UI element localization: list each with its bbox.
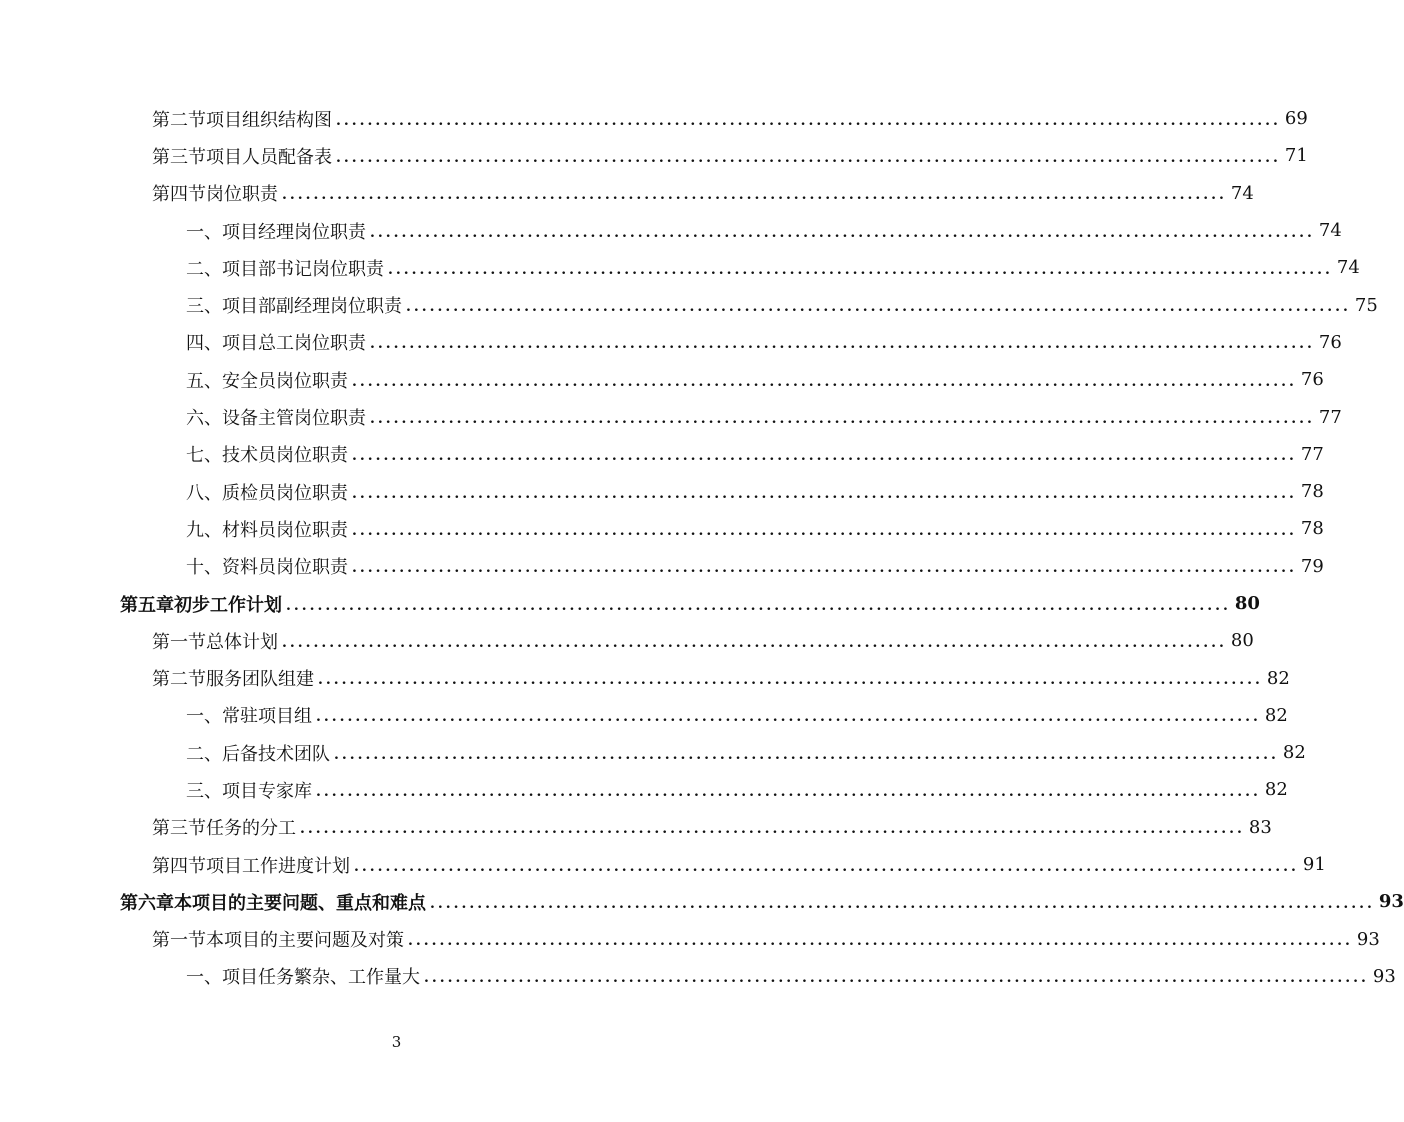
toc-entry-title: 本项目的主要问题及对策: [206, 930, 404, 952]
toc-section-entry[interactable]: [0, 100, 1308, 137]
toc-subsection-entry[interactable]: [0, 734, 1306, 771]
toc-entry-number: 第六章: [120, 892, 174, 914]
toc-subsection-entry[interactable]: [0, 212, 1342, 249]
toc-dot-leader: ........................................................................................................................: [424, 970, 1369, 987]
toc-page-number: 77: [1318, 406, 1342, 428]
toc-entry-title: 质检员岗位职责: [222, 482, 348, 504]
toc-entry-number: 第二节: [152, 669, 206, 691]
toc-dot-leader: ........................................................................................................................: [370, 411, 1315, 428]
toc-page-number: 79: [1300, 555, 1324, 577]
toc-dot-leader: ........................................................................................................................: [388, 261, 1333, 278]
toc-dot-leader: ........................................................................................................................: [406, 299, 1351, 316]
toc-subsection-entry[interactable]: [0, 473, 1324, 510]
toc-entry-title: 项目部书记岗位职责: [222, 258, 384, 280]
toc-page-number: 76: [1318, 331, 1342, 353]
toc-entry-number: 第五章: [120, 594, 174, 616]
toc-page-number: 78: [1300, 481, 1324, 503]
toc-page-number: 80: [1234, 593, 1260, 614]
toc-entry-title: 常驻项目组: [222, 706, 312, 728]
toc-page-number: 82: [1264, 704, 1288, 726]
toc-entry-title: 后备技术团队: [222, 743, 330, 765]
toc-subsection-entry[interactable]: [0, 249, 1360, 286]
toc-chapter-entry[interactable]: [0, 883, 1404, 920]
toc-page-number: 75: [1354, 294, 1378, 316]
toc-entry-title: 项目部副经理岗位职责: [222, 296, 402, 318]
toc-entry-title: 项目专家库: [222, 780, 312, 802]
toc-entry-title: 项目工作进度计划: [206, 855, 350, 877]
toc-page-number: 80: [1230, 630, 1254, 652]
toc-entry-title: 项目经理岗位职责: [222, 221, 366, 243]
toc-dot-leader: ........................................................................................................................: [430, 895, 1375, 912]
toc-entry-title: 设备主管岗位职责: [222, 408, 366, 430]
toc-page-number: 93: [1372, 965, 1396, 987]
toc-entry-title: 项目组织结构图: [206, 109, 332, 131]
toc-page-number: 93: [1356, 928, 1380, 950]
toc-entry-number: 六、: [186, 408, 222, 430]
toc-page-number: 93: [1378, 891, 1404, 913]
toc-section-entry[interactable]: [0, 137, 1308, 174]
toc-subsection-entry[interactable]: [0, 398, 1342, 435]
toc-entry-number: 第三节: [152, 146, 206, 168]
toc-chapter-entry[interactable]: [0, 585, 1260, 622]
toc-entry-title: 技术员岗位职责: [222, 445, 348, 467]
toc-entry-number: 第一节: [152, 631, 206, 653]
toc-entry-number: 一、: [186, 967, 222, 989]
toc-section-entry[interactable]: [0, 809, 1272, 846]
toc-subsection-entry[interactable]: [0, 510, 1324, 547]
toc-entry-number: 三、: [186, 780, 222, 802]
toc-entry-title: 项目总工岗位职责: [222, 333, 366, 355]
toc-dot-leader: ........................................................................................................................: [300, 821, 1245, 838]
toc-entry-number: 五、: [186, 370, 222, 392]
toc-dot-leader: ........................................................................................................................: [352, 560, 1297, 577]
toc-entry-number: 一、: [186, 221, 222, 243]
toc-page-number: 91: [1302, 854, 1326, 876]
toc-subsection-entry[interactable]: [0, 697, 1288, 734]
toc-entry-number: 第三节: [152, 818, 206, 840]
toc-subsection-entry[interactable]: [0, 324, 1342, 361]
toc-entry-number: 第二节: [152, 109, 206, 131]
toc-page-number: 82: [1282, 742, 1306, 764]
toc-dot-leader: ........................................................................................................................: [352, 485, 1297, 502]
toc-section-entry[interactable]: [0, 846, 1326, 883]
toc-dot-leader: ........................................................................................................................: [336, 149, 1281, 166]
toc-entry-number: 二、: [186, 258, 222, 280]
toc-page-number: 76: [1300, 369, 1324, 391]
toc-entry-title: 项目任务繁杂、工作量大: [222, 967, 420, 989]
toc-page-number: 83: [1248, 816, 1272, 838]
toc-page-number: 82: [1266, 667, 1290, 689]
toc-section-entry[interactable]: [0, 659, 1290, 696]
toc-entry-number: 三、: [186, 296, 222, 318]
toc-entry-title: 任务的分工: [206, 818, 296, 840]
toc-entry-number: 七、: [186, 445, 222, 467]
toc-dot-leader: ........................................................................................................................: [336, 112, 1281, 129]
toc-section-entry[interactable]: [0, 622, 1254, 659]
toc-dot-leader: ........................................................................................................................: [352, 448, 1297, 465]
toc-entry-number: 第四节: [152, 855, 206, 877]
toc-entry-title: 资料员岗位职责: [222, 557, 348, 579]
toc-entry-title: 材料员岗位职责: [222, 519, 348, 541]
toc-dot-leader: ........................................................................................................................: [354, 858, 1299, 875]
toc-entry-title: 总体计划: [206, 631, 278, 653]
toc-entry-number: 十、: [186, 557, 222, 579]
page-number: 3: [391, 1033, 402, 1051]
toc-dot-leader: ........................................................................................................................: [334, 746, 1279, 763]
toc-dot-leader: ........................................................................................................................: [282, 187, 1227, 204]
toc-dot-leader: ........................................................................................................................: [316, 709, 1261, 726]
toc-page-number: 74: [1318, 220, 1342, 242]
toc-dot-leader: ........................................................................................................................: [352, 522, 1297, 539]
toc-page-number: 77: [1300, 443, 1324, 465]
toc-entry-number: 第一节: [152, 930, 206, 952]
toc-entry-title: 本项目的主要问题、重点和难点: [174, 892, 426, 914]
table-of-contents: [0, 100, 1404, 995]
toc-subsection-entry[interactable]: [0, 771, 1288, 808]
toc-entry-title: 初步工作计划: [174, 594, 282, 616]
toc-page-number: 74: [1336, 257, 1360, 279]
toc-subsection-entry[interactable]: [0, 548, 1324, 585]
toc-subsection-entry[interactable]: [0, 958, 1396, 995]
toc-entry-title: 服务团队组建: [206, 669, 314, 691]
toc-subsection-entry[interactable]: [0, 436, 1324, 473]
toc-entry-number: 第四节: [152, 184, 206, 206]
toc-subsection-entry[interactable]: [0, 286, 1378, 323]
toc-dot-leader: ........................................................................................................................: [370, 224, 1315, 241]
toc-page-number: 74: [1230, 182, 1254, 204]
toc-entry-title: 岗位职责: [206, 184, 278, 206]
toc-subsection-entry[interactable]: [0, 361, 1324, 398]
toc-dot-leader: ........................................................................................................................: [408, 933, 1353, 950]
toc-section-entry[interactable]: [0, 921, 1380, 958]
toc-dot-leader: ........................................................................................................................: [316, 783, 1261, 800]
toc-dot-leader: ........................................................................................................................: [352, 373, 1297, 390]
toc-entry-title: 安全员岗位职责: [222, 370, 348, 392]
toc-dot-leader: ........................................................................................................................: [370, 336, 1315, 353]
toc-entry-number: 二、: [186, 743, 222, 765]
toc-page-number: 71: [1284, 145, 1308, 167]
toc-section-entry[interactable]: [0, 175, 1254, 212]
toc-entry-number: 八、: [186, 482, 222, 504]
toc-entry-number: 一、: [186, 706, 222, 728]
toc-entry-number: 九、: [186, 519, 222, 541]
toc-dot-leader: ........................................................................................................................: [318, 672, 1263, 689]
toc-page-number: 78: [1300, 518, 1324, 540]
toc-entry-number: 四、: [186, 333, 222, 355]
toc-dot-leader: ........................................................................................................................: [282, 634, 1227, 651]
toc-page-number: 69: [1284, 108, 1308, 130]
toc-entry-title: 项目人员配备表: [206, 146, 332, 168]
toc-dot-leader: ........................................................................................................................: [286, 597, 1231, 614]
toc-page-number: 82: [1264, 779, 1288, 801]
